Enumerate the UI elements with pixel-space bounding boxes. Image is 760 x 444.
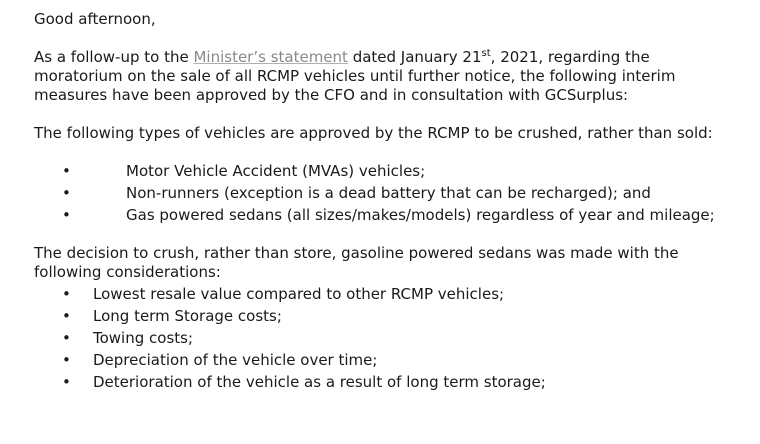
list-item — [34, 285, 752, 304]
list-item — [34, 162, 752, 181]
bullet-icon: • — [62, 329, 71, 347]
crush-lead-paragraph: The following types of vehicles are approved by the RCMP to be crushed, rather than sold: — [34, 124, 713, 142]
intro-paragraph — [34, 48, 740, 105]
date-ordinal-superscript: st — [481, 48, 491, 59]
greeting: Good afternoon, — [34, 10, 156, 28]
intro-date-text: dated January 21 — [347, 48, 482, 66]
list-item-text: Non-runners (exception is a dead battery that can be recharged); and — [126, 184, 651, 202]
list-item — [34, 329, 752, 348]
list-item-text: Towing costs; — [93, 329, 194, 347]
bullet-icon: • — [62, 307, 71, 325]
bullet-icon: • — [62, 351, 71, 369]
list-item-text: Gas powered sedans (all sizes/makes/models) regardless of year and mileage; — [126, 206, 715, 224]
list-item-text: Long term Storage costs; — [93, 307, 282, 325]
bullet-icon: • — [62, 184, 71, 202]
bullet-icon: • — [62, 373, 71, 391]
intro-text-rest: , 2021, regarding the moratorium on the sale of all RCMP vehicles until further notice, the following interim measures have been approved by the CFO and in consultation with GCSurplus: — [34, 48, 676, 104]
bullet-icon: • — [62, 285, 71, 303]
intro-text-start: As a follow-up to the — [34, 48, 194, 66]
bullet-icon: • — [62, 162, 71, 180]
ministers-statement-link[interactable]: Minister’s statement — [193, 48, 348, 66]
list-item-text: Depreciation of the vehicle over time; — [93, 351, 378, 369]
list-item — [34, 351, 752, 370]
bullet-icon: • — [62, 206, 71, 224]
list-item — [34, 373, 752, 392]
list-item-text: Motor Vehicle Accident (MVAs) vehicles; — [126, 162, 426, 180]
list-item — [34, 307, 752, 326]
list-item-text: Lowest resale value compared to other RCMP vehicles; — [93, 285, 505, 303]
list-item — [34, 206, 752, 225]
crush-vehicle-list — [34, 162, 752, 225]
list-item-text: Deterioration of the vehicle as a result of long term storage; — [93, 373, 546, 391]
list-item — [34, 184, 752, 203]
considerations-list — [34, 285, 752, 392]
decision-paragraph: The decision to crush, rather than store, gasoline powered sedans was made with the following considerations: — [34, 244, 679, 281]
